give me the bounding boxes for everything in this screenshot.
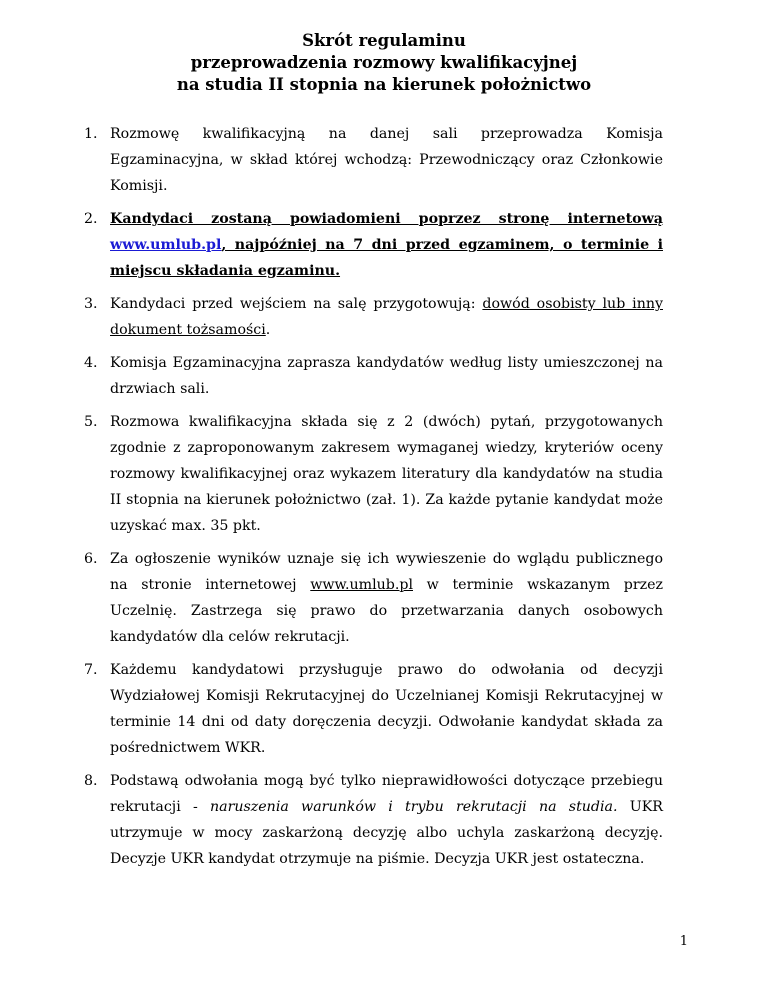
rule-text-part: Kandydaci przed wejściem na salę przygotowują: [110,296,483,312]
rule-text [110,551,663,645]
title-line-1: Skrót regulaminu [302,31,466,50]
rule-text-part: w terminie wskazanym przez Uczelnię. Zastrzega się prawo do przetwarzania danych osobowych kandydatów dla celów rekrutacji. [110,577,663,645]
rules-list [84,121,663,879]
rule-item-3 [84,291,663,343]
rule-text: Rozmowę kwalifikacyjną na danej sali przeprowadza Komisja Egzaminacyjna, w skład której wchodzą: Przewodniczący oraz Członkowie Komisji. [110,126,663,194]
rule-number: 2. [84,211,98,227]
rule-item-8 [84,768,663,872]
rule-text-part: Podstawą odwołania mogą być tylko nieprawidłowości dotyczące przebiegu rekrutacji - [110,773,663,815]
rule-number: 5. [84,414,98,430]
rule-item-2 [84,206,663,284]
rule-text: Komisja Egzaminacyjna zaprasza kandydatów według listy umieszczonej na drzwiach sali. [110,355,663,397]
rule-text-part: UKR utrzymuje w mocy zaskarżoną decyzję albo uchyla zaskarżoną decyzję. Decyzje UKR kandydat otrzymuje na piśmie. Decyzja UKR jest ostateczna. [110,799,663,867]
rule-text: Każdemu kandydatowi przysługuje prawo do odwołania od decyzji Wydziałowej Komisji Rekrutacyjnej do Uczelnianej Komisji Rekrutacyjnej w terminie 14 dni od daty doręczenia decyzji. Odwołanie kandydat składa za pośrednictwem WKR. [110,662,663,756]
rule-item-1 [84,121,663,199]
rule-number: 3. [84,296,98,312]
rule-item-4 [84,350,663,402]
title-line-2: przeprowadzenia rozmowy kwalifikacyjnej [190,53,578,72]
rule-item-6 [84,546,663,650]
rule-number: 7. [84,662,98,678]
rule-text [110,773,663,867]
rule-text-part: . [265,322,271,338]
rule-number: 6. [84,551,98,567]
rule-text [110,296,663,338]
title-line-3: na studia II stopnia na kierunek położnictwo [176,75,592,94]
rule-text-part: Kandydaci zostaną powiadomieni poprzez stronę internetową [110,211,663,227]
rule-item-5 [84,409,663,539]
rule-text [110,211,663,279]
rule-item-7 [84,657,663,761]
rule-text-part: , najpóźniej na 7 dni przed egzaminem, o terminie i miejscu składania egzaminu. [110,237,663,279]
rule-number: 1. [84,126,98,142]
website-link[interactable]: www.umlub.pl [310,577,413,593]
rule-number: 8. [84,773,98,789]
document-title [0,30,768,96]
id-document-requirement: dowód osobisty lub inny dokument tożsamości [110,296,663,338]
rule-text: Rozmowa kwalifikacyjna składa się z 2 (dwóch) pytań, przygotowanych zgodnie z zaproponowanym zakresem wymaganej wiedzy, kryteriów oceny rozmowy kwalifikacyjnej oraz wykazem literatury dla kandydatów na studia II stopnia na kierunek położnictwo (zał. 1). Za każde pytanie kandydat może uzyskać max. 35 pkt. [110,414,663,534]
page-number: 1 [679,934,688,949]
rule-text-italic: naruszenia warunków i trybu rekrutacji na studia. [210,799,618,815]
rule-text-part: Za ogłoszenie wyników uznaje się ich wywieszenie do wglądu publicznego na stronie internetowej [110,551,663,593]
website-link[interactable]: www.umlub.pl [110,237,222,253]
rule-number: 4. [84,355,98,371]
